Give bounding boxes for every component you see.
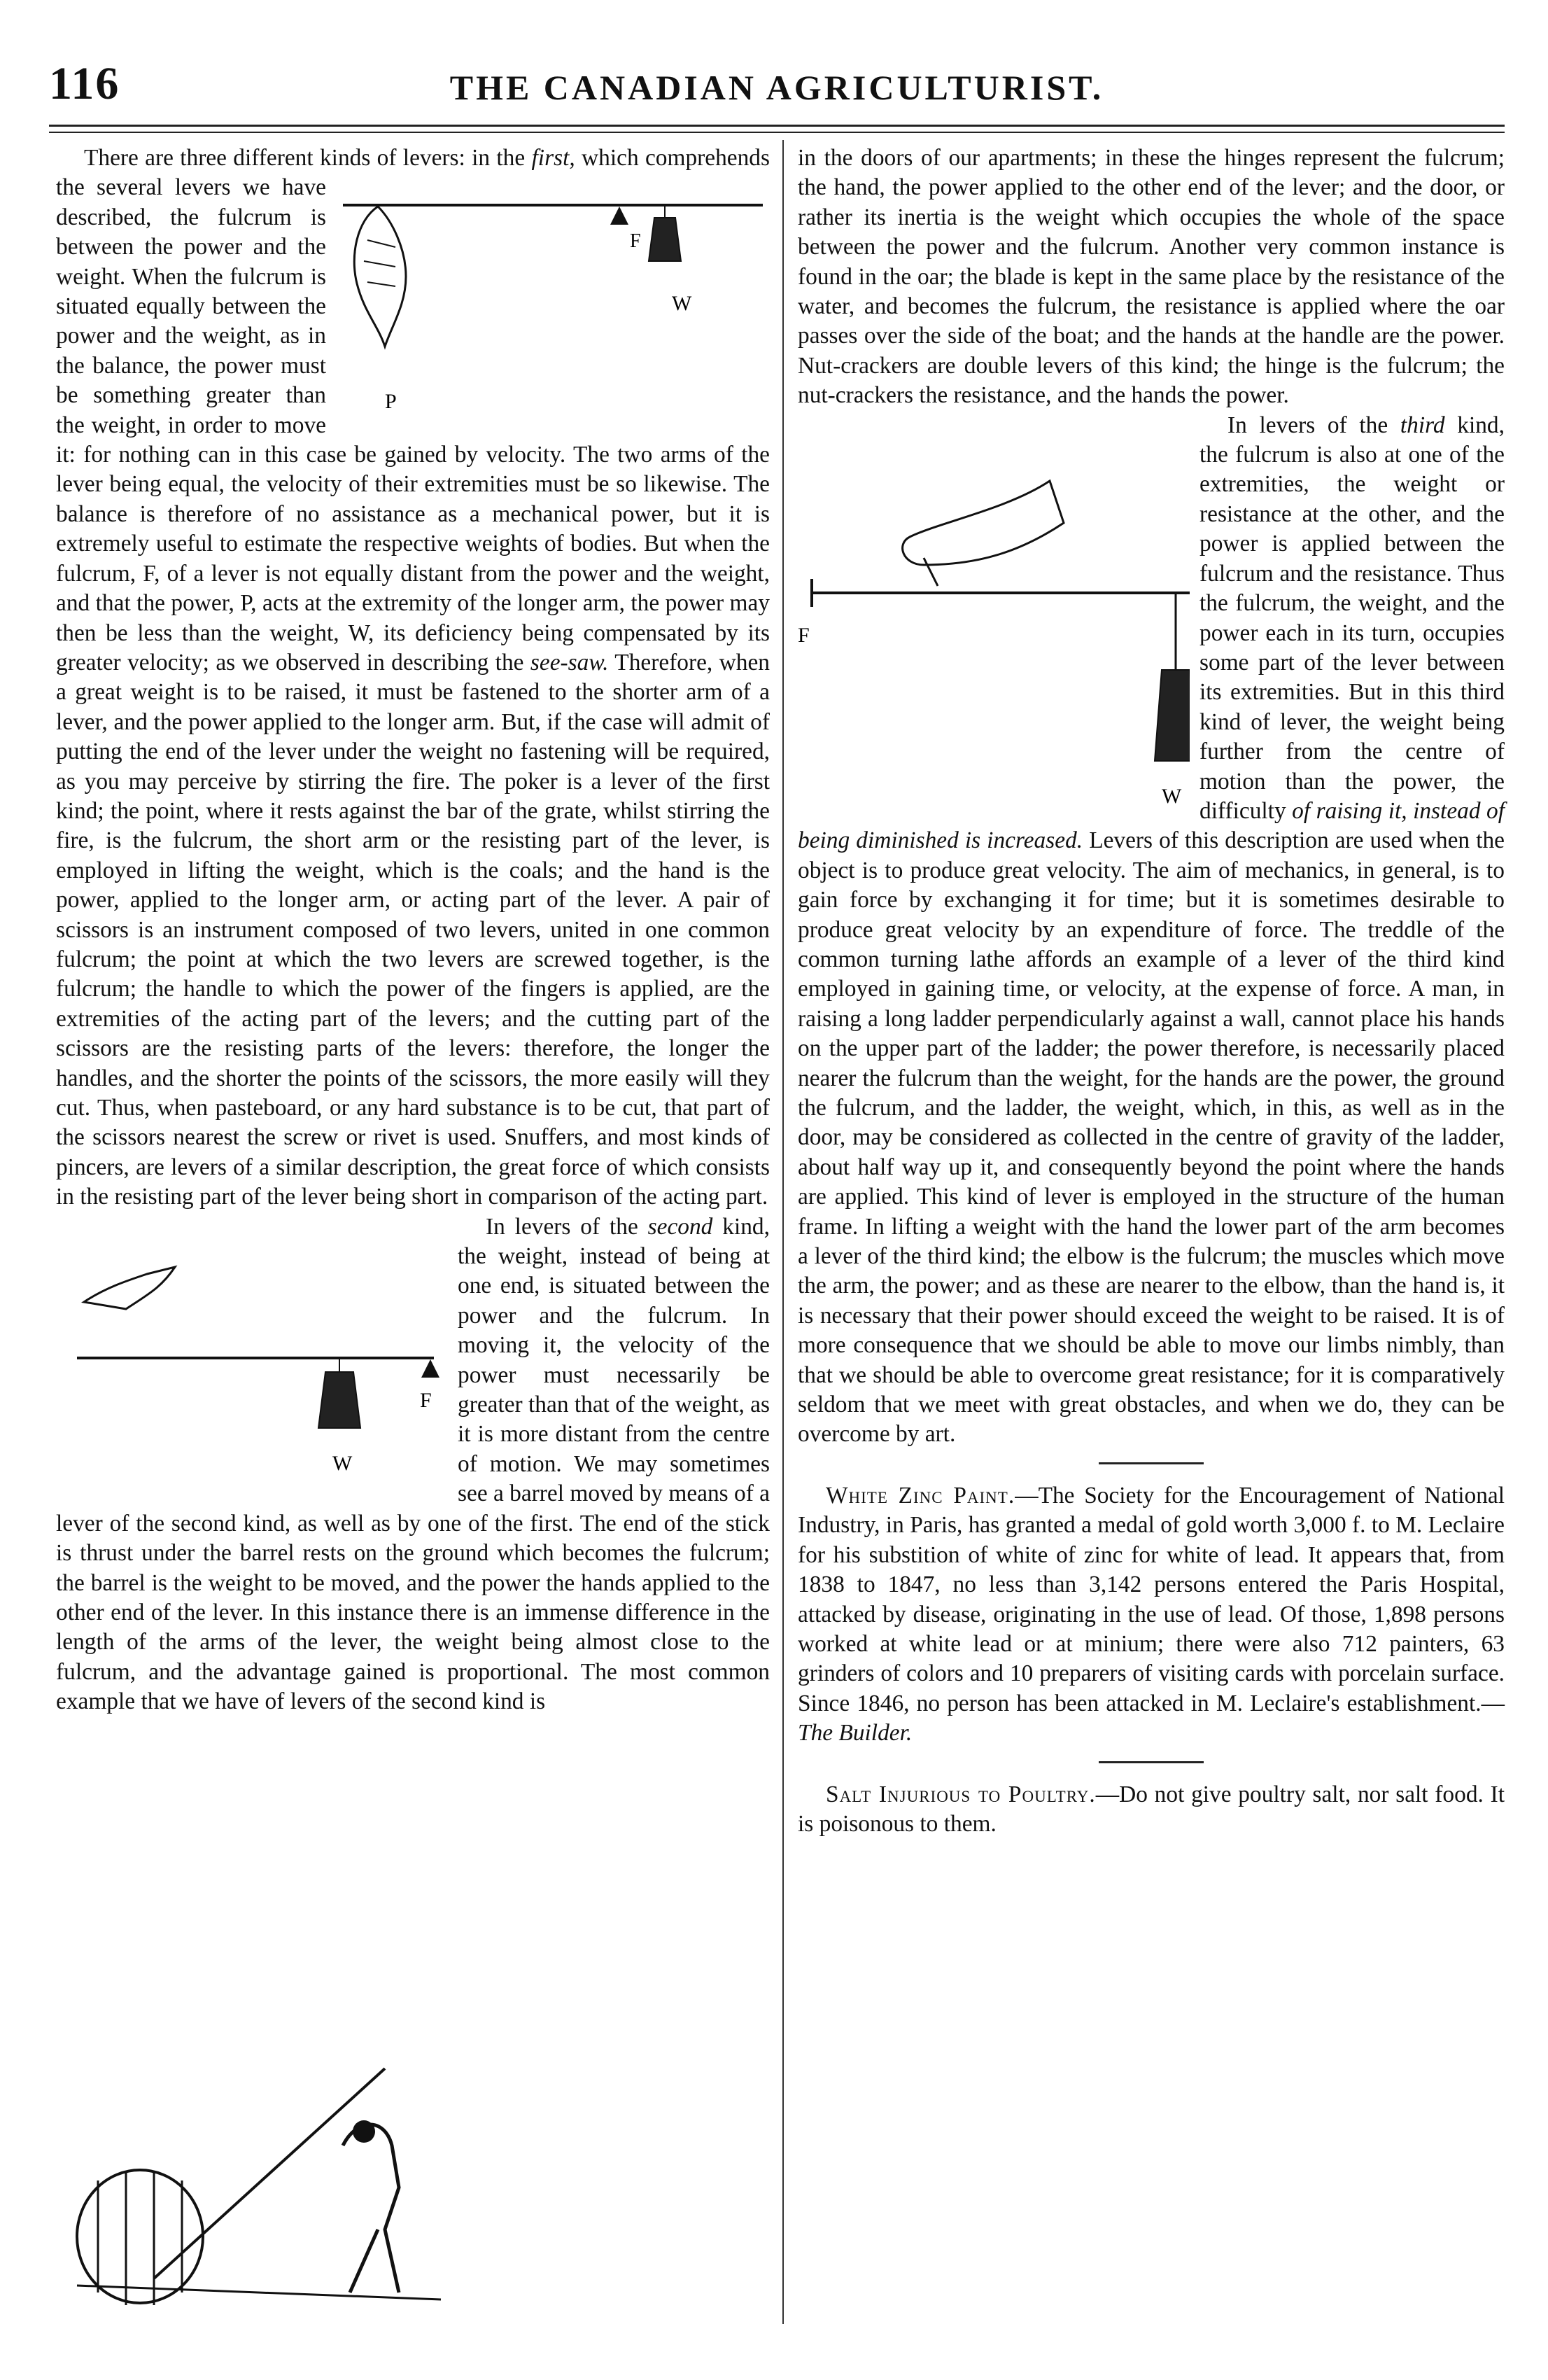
fig2-label-f: F	[420, 1388, 432, 1412]
weight-icon	[649, 205, 681, 261]
man-figure-icon	[343, 2124, 399, 2292]
paragraph-second-kind: In levers of the second F W kind, the weight, instead of being at one end, is situated between the power and the fulcrum. In moving it, the velocity of the power must necessarily be greater than that of the weight, as it is more distant from the centre of motion. We may sometimes see a barrel moved by means of a lever of the second kind, as well as by one of the first. The end of the stick is thrust under the barrel rests on the ground which becomes the fulcrum; the barrel is the weight to be moved, and the power the hands applied to the other end of the lever. In this instance there is an immense difference in the length of the arms of the lever, the weight being almost close to the fulcrum, and the advantage gained is proportional. The most common example that we have of levers of the second kind is	[56, 1213, 770, 1715]
header-rule-bottom	[49, 132, 1505, 133]
section-rule	[1099, 1462, 1204, 1464]
weight-icon	[318, 1359, 360, 1428]
hand-icon	[84, 1267, 175, 1309]
fig2-label-w: W	[332, 1451, 353, 1475]
section-rule	[1099, 1761, 1204, 1763]
barrel-icon	[77, 2170, 203, 2303]
fig4-label-f: F	[798, 623, 810, 647]
stick-lever	[154, 2068, 385, 2278]
article-title-salt: Salt Injurious to Poultry.	[826, 1781, 1096, 1807]
header-rule-top	[49, 125, 1505, 127]
figure-second-kind-lever	[56, 1218, 448, 1484]
hand-icon	[354, 206, 406, 346]
paragraph-first-kind: There are three different kinds of levers: in the first, F W P which comprehends the several levers we have described, the fulcrum is between the power and the weight. When the fulcrum is situated equally between the power and the weight, as in the balance, the power must be something greater than the weight, in order to move it: for nothing can in this case be gained by velocity. The two arms of the lever being equal, the velocity of their extremities must be so likewise. The balance is therefore of no assistance as a mechanical power, but it is extremely useful to estimate the respective weights of bodies. But when the fulcrum, F, of a lever is not equally distant from the power and the weight, and that the power, P, acts at the extremity of the longer arm, the power may then be less than the weight, W, its deficiency being compensated by its greater velocity; as we observed in describing the see-saw. Therefore, when a great weight is to be raised, it must be fastened to the shorter arm of a lever, and the power applied to the longer arm. But, if the case will admit of putting the end of the lever under the weight no fastening will be required, as you may perceive by stirring the fire. The poker is a lever of the first kind; the point, where it rests against the bar of the grate, whilst stirring the fire, is the fulcrum, the short arm or the resisting part of the lever, is employed in lifting the weight, which is the coals; and the hand is the power, applied to the longer arm, or acting part of the lever. A pair of scissors is an instrument composed of two levers, united in one common fulcrum; the point at which the two levers are screwed together, is the fulcrum; the handle to which the power of the fingers is applied, are the extremities of the acting part of the levers; and the cutting part of the scissors are the resisting parts of the levers: therefore, the longer the handles, and the shorter the points of the scissors, the more easily will they cut. Thus, when pasteboard, or any hard substance is to be cut, that part of the scissors nearest the screw or rivet is used. Snuffers, and most kinds of pincers, are levers of a similar description, the great force of which consists in the resisting part of the lever being short in comparison of the acting part.	[56, 145, 770, 1210]
fig1-label-p: P	[385, 390, 397, 414]
fig1-label-f: F	[630, 230, 641, 253]
column-divider	[782, 140, 784, 2324]
paragraph-doors-oar: in the doors of our apartments; in these the hinges represent the fulcrum; the hand, the power applied to the other end of the lever; and the door, or rather its inertia is the weight which occupies the whole of the space between the power and the fulcrum. Another very common instance is found in the oar; the blade is kept in the same place by the resistance of the water, and becomes the fulcrum, the resistance is applied where the oar passes over the side of the boat; and the hands at the handle are the power. Nut-crackers are double levers of this kind; the hinge is the fulcrum; the nut-crackers the resistance, and the hands the power.	[798, 145, 1505, 409]
figure-third-kind-lever	[798, 453, 1190, 817]
fig1-label-w: W	[672, 292, 692, 316]
hand-icon	[903, 481, 1064, 565]
fig4-label-w: W	[1162, 784, 1182, 808]
right-column	[798, 144, 1505, 2244]
page-number: 116	[49, 58, 120, 109]
article-salt-poultry: Salt Injurious to Poultry.—Do not give poultry salt, nor salt food. It is poisonous to them.	[798, 1781, 1505, 1837]
page-header	[49, 57, 1505, 120]
figure-barrel-lever	[49, 2047, 469, 2314]
paragraph-third-kind: In levers of the third F W kind, the fulcrum is also at one of the extremities, the weight or resistance at the other, and the power is applied between the fulcrum and the resistance. Thus the fulcrum, the weight, and the power each in its turn, occupies some part of the lever between its extremities. But in this third kind of lever, the weight being further from the centre of motion than the power, the difficulty of raising it, instead of being diminished is increased. Levers of this description are used when the object is to produce great velocity. The aim of mechanics, in general, is to gain force by exchanging it for time; but it is sometimes desirable to produce great velocity by an expenditure of force. The treddle of the common turning lathe affords an example of a lever of the third kind employed in gaining time, or velocity, at the expense of force. A man, in raising a long ladder perpendicularly against a wall, cannot place his hands on the upper part of the ladder; the power therefore, is necessarily placed nearer the fulcrum than the weight, for the hands are the power, the ground the fulcrum, and the ladder, the weight, which, in this, as well as in the door, may be considered as collected in the centre of gravity of the ladder, about half way up it, and consequently beyond the point where the hands are applied. This kind of lever is employed in the structure of the human frame. In lifting a weight with the hand the lower part of the arm becomes a lever of the third kind; the elbow is the fulcrum; the muscles which move the arm, the power; and as these are nearer to the elbow, than the hand is, it is necessary that their power should exceed the weight to be raised. It is of more consequence that we should be able to move our limbs nimbly, than that we should be able to overcome great resistance; for it is comparatively seldom that we meet with great obstacles, and when we do, they can be overcome by art.	[798, 412, 1505, 1448]
left-column	[56, 144, 770, 2244]
running-title: THE CANADIAN AGRICULTURIST.	[449, 68, 1104, 107]
fulcrum-triangle-icon	[610, 206, 628, 225]
figure-first-kind-lever	[336, 177, 770, 429]
weight-icon	[1155, 670, 1190, 761]
article-title-zinc: White Zinc Paint.	[826, 1482, 1015, 1508]
fulcrum-triangle-icon	[421, 1359, 439, 1378]
article-white-zinc-paint: White Zinc Paint.—The Society for the Encouragement of National Industry, in Paris, has granted a medal of gold worth 3,000 f. to M. Leclaire for his substition of white of zinc for white of lead. It appears that, from 1838 to 1847, no less than 3,142 persons entered the Paris Hospital, attacked by disease, originating in the use of lead. Of those, 1,898 persons worked at white lead or at minium; there were also 712 painters, 63 grinders of colors and 10 preparers of visiting cards with porcelain surface. Since 1846, no person has been attacked in M. Leclaire's establishment.—The Builder.	[798, 1482, 1505, 1746]
